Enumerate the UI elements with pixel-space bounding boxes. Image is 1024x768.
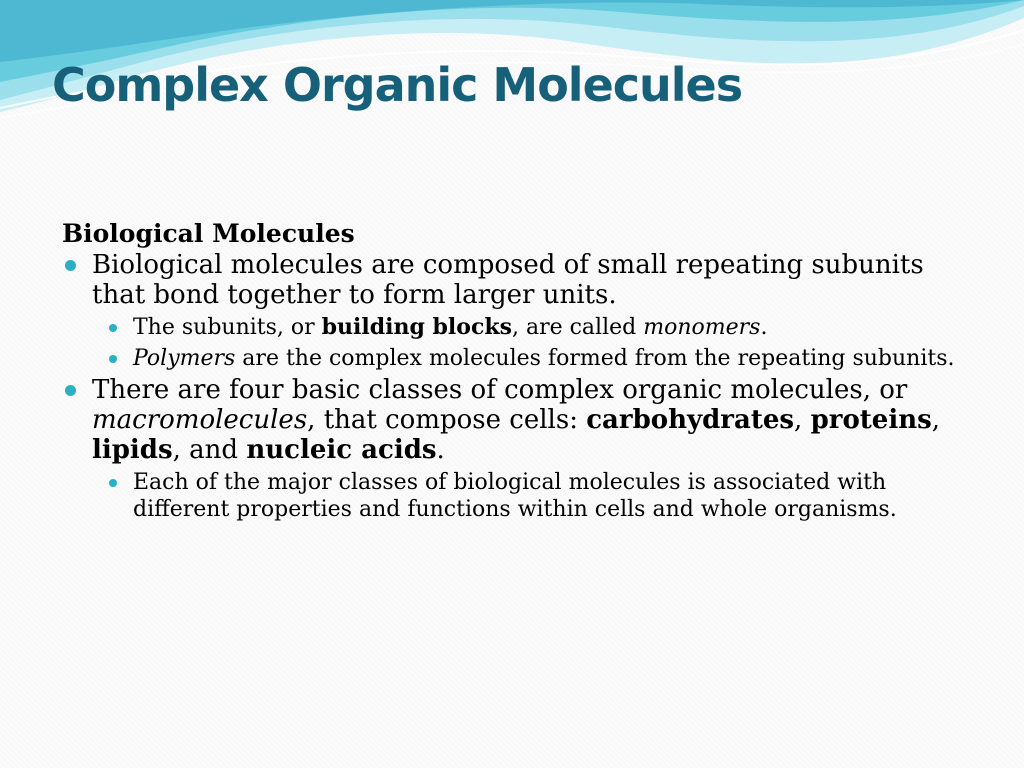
bullet-text: Each of the major classes of biological molecules is associated with different properties and functions within cells and whole organisms. <box>133 470 897 522</box>
bullet-text-part: , and <box>172 435 247 465</box>
bullet-text-part: The subunits, or <box>133 315 322 340</box>
bullet-text-part: , <box>794 405 811 435</box>
sub-bullet-item-1 <box>62 314 962 341</box>
bullet-text-italic: monomers <box>643 315 761 340</box>
bullet-text-part: , that compose cells: <box>307 405 587 435</box>
sub-bullet-item-3 <box>62 469 962 523</box>
bullet-dot-icon <box>109 479 117 487</box>
bullet-dot-icon <box>109 324 117 332</box>
bullet-text-part: , <box>931 405 941 435</box>
bullet-text-part: , are called <box>511 315 644 340</box>
bullet-text: Biological molecules are composed of small repeating subunits that bond together to form larger units. <box>92 250 924 310</box>
bullet-text-part: . <box>436 435 445 465</box>
bullet-text-part: . <box>760 315 768 340</box>
sub-bullet-item-2 <box>62 345 962 372</box>
bullet-dot-icon <box>65 385 76 396</box>
bullet-text-italic: macromolecules <box>92 405 308 435</box>
bullet-text-bold: building blocks <box>321 314 512 340</box>
bullet-text-bold: proteins <box>810 405 932 435</box>
bullet-text-italic: Polymers <box>133 346 236 371</box>
bullet-dot-icon <box>109 355 117 363</box>
bullet-text-part: There are four basic classes of complex organic molecules, or <box>92 375 908 405</box>
bullet-text-part: are the complex molecules formed from the repeating subunits. <box>235 346 955 371</box>
slide-content <box>62 218 962 523</box>
bullet-dot-icon <box>65 260 76 271</box>
bullet-item-2 <box>62 375 962 465</box>
bullet-text-bold: carbohydrates <box>586 405 795 435</box>
section-heading: Biological Molecules <box>62 219 355 248</box>
bullet-item-1 <box>62 250 962 310</box>
bullet-text-bold: nucleic acids <box>246 435 437 465</box>
page-title: Complex Organic Molecules <box>52 58 743 112</box>
bullet-text-bold: lipids <box>92 435 173 465</box>
